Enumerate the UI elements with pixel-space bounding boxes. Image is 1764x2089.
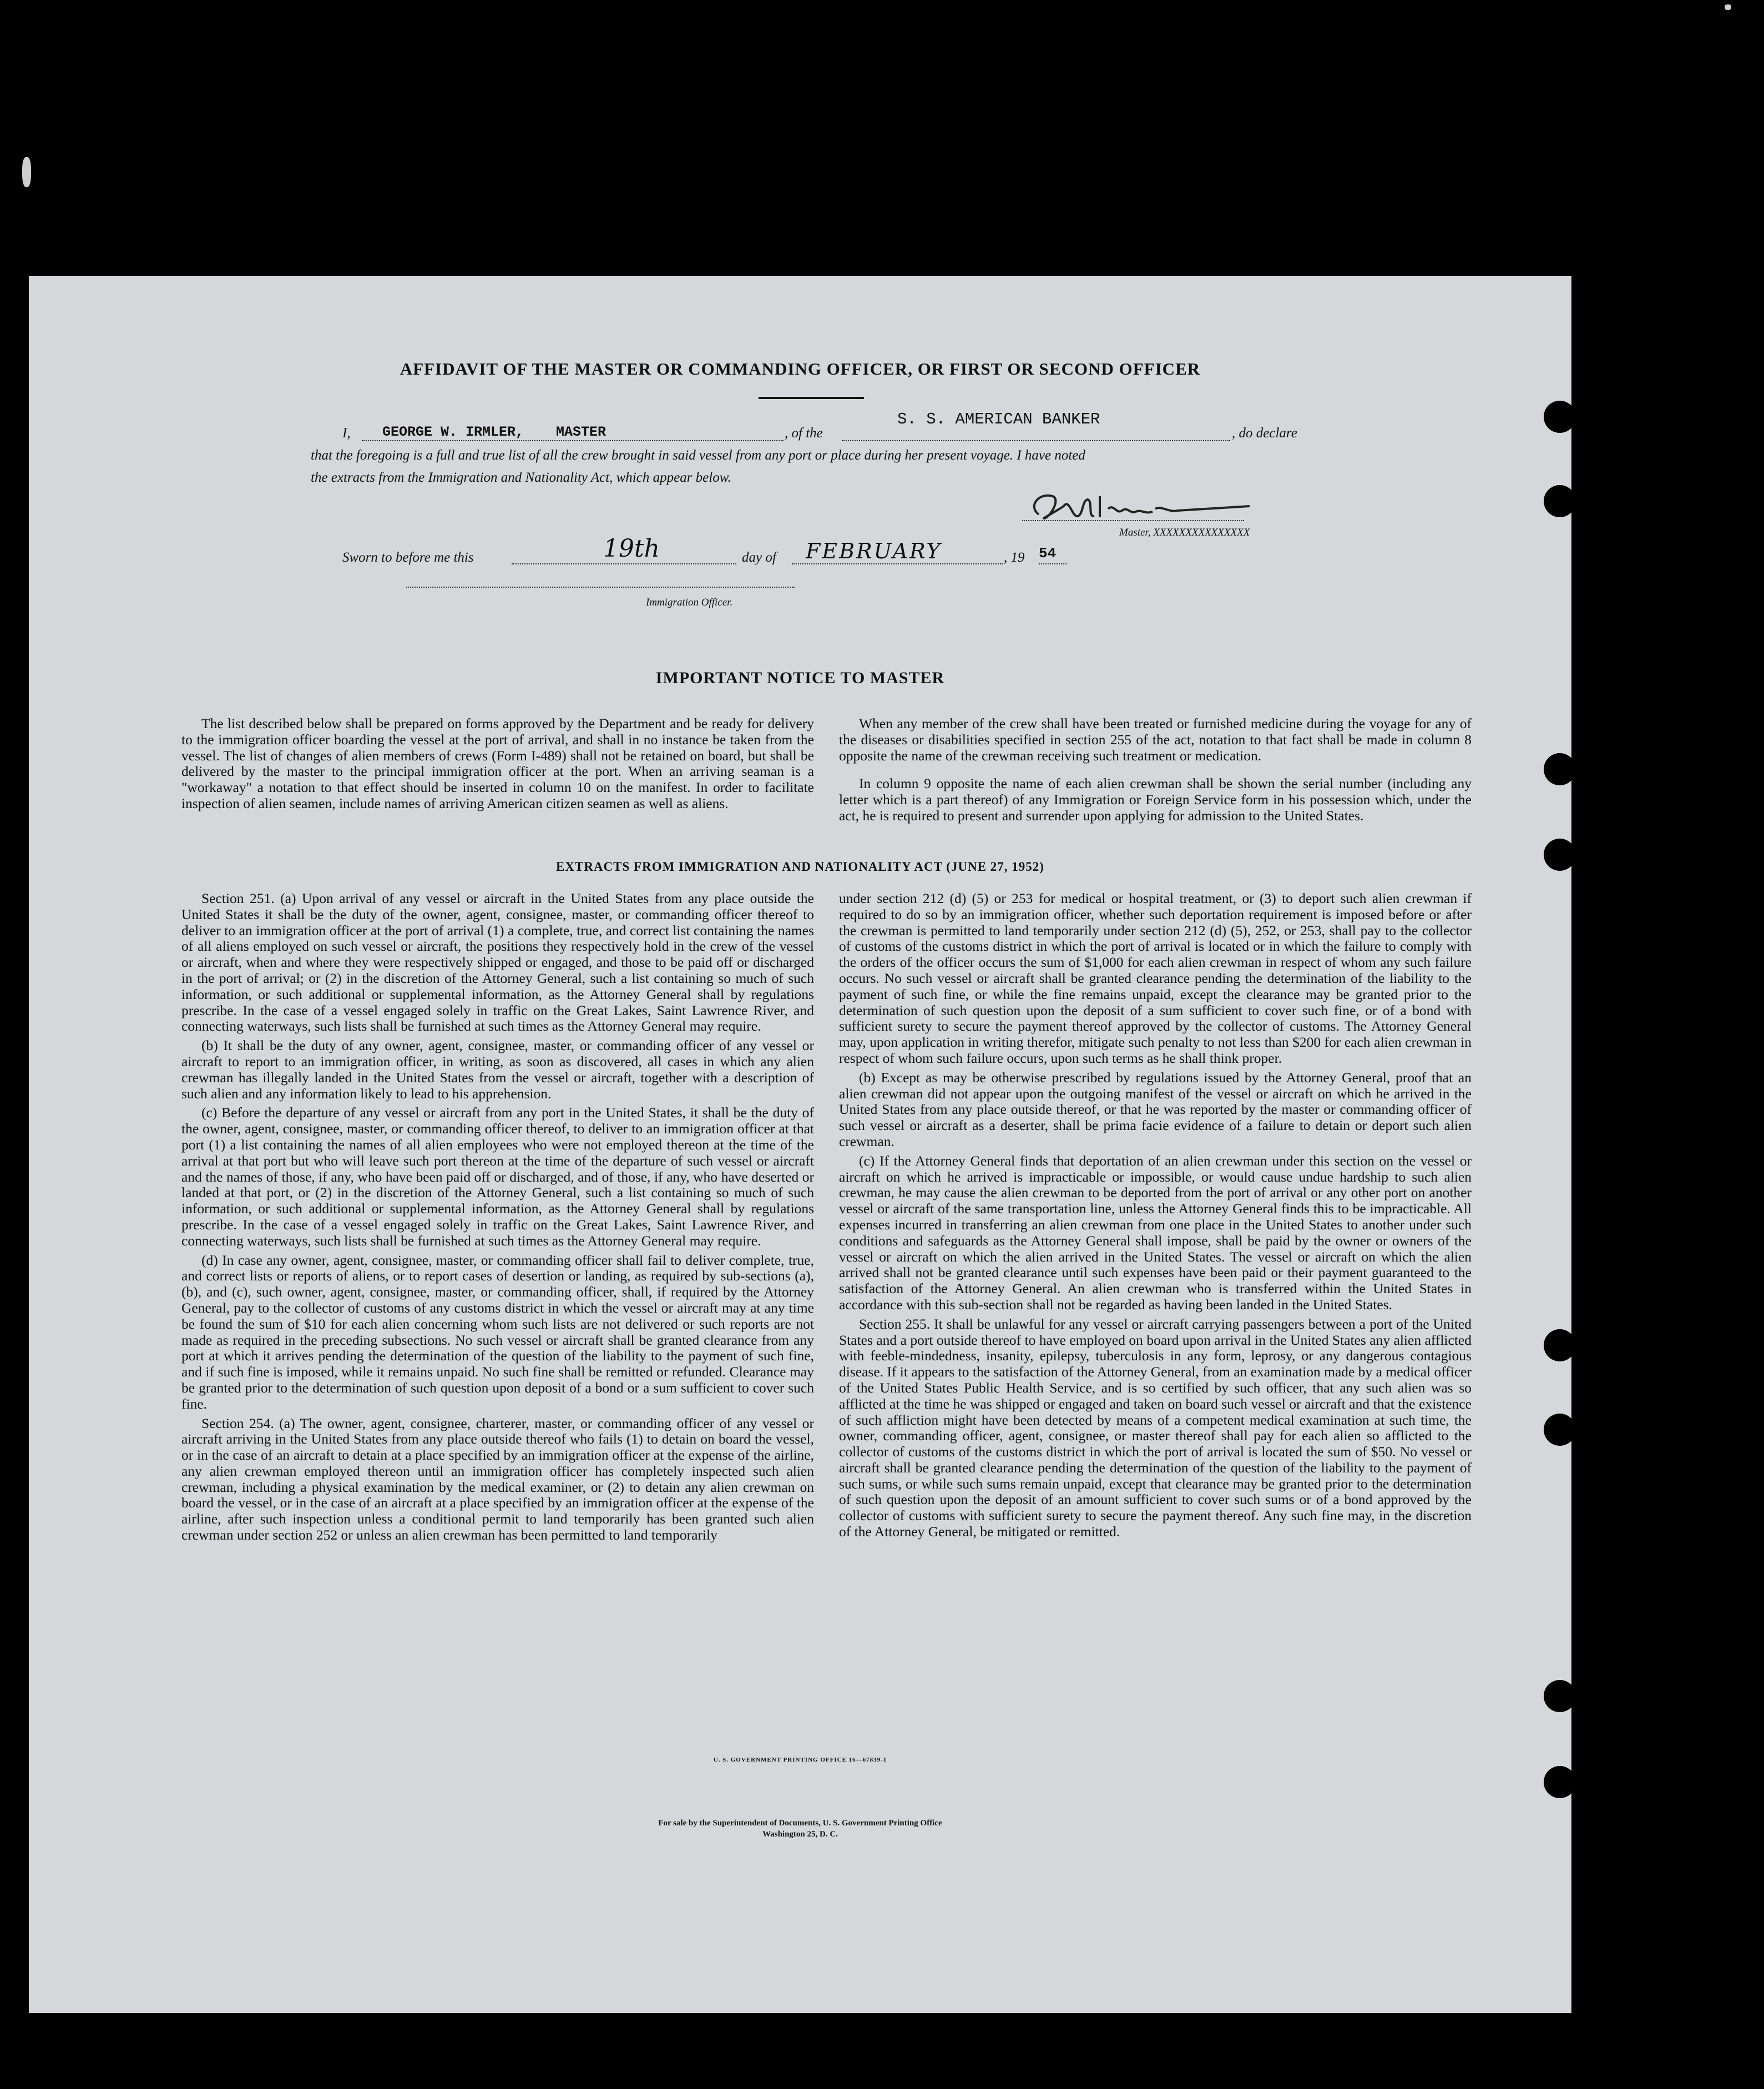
punch-hole [1544,1329,1576,1361]
name-fill-line [362,440,784,441]
punch-hole [1544,753,1576,785]
extract-paragraph: (c) Before the departure of any vessel or aircraft from any port in the United States, it shall be the duty of the owner, agent, consignee, master, or commanding officer thereof, to deliver to an immigration officer at that port (1) a list containing the names of all alien employees who were not employed thereon at the time of the arrival at that port but who will leave such port thereon at the time of the departure of such vessel or aircraft and the names of those, if any, who have been paid off or discharged, and of those, if any, who have deserted or landed at that port, or (2) in the discretion of the Attorney General, such a list containing so much of such information, or such additional or supplemental information, as the Attorney General shall by regulations prescribe. In the case of a vessel engaged solely in traffic on the Great Lakes, Saint Lawrence River, and connecting waterways, such lists shall be furnished at such times as the Attorney General may require. [181,1104,814,1249]
extracts-right-column [839,891,1472,1540]
punch-hole [1544,1414,1576,1446]
extract-paragraph: under section 212 (d) (5) or 253 for medical or hospital treatment, or (3) to deport such alien crewman if required to do so by an immigration officer, whether such deportation requirement is imposed before or after the crewman is permitted to land temporarily under section 212 (d) (5), 252, or 253, shall pay to the collector of customs of the customs district in which the port of arrival is located or in which the failure to comply with the orders of the officer occurs the sum of $1,000 for each alien crewman in respect of whom any such failure occurs. No such vessel or aircraft shall be granted clearance pending the determination of the liability to the payment of such fine, or while the fine remains unpaid, except the clearance may be granted prior to the determination of such question upon the deposit of a sum sufficient to cover such fine, or of a bond with sufficient surety to secure the payment thereof approved by the collector of customs. The Attorney General may, upon application in writing therefor, mitigate such penalty to not less than $200 for each alien crewman in respect of whom such failure occurs, upon such terms as he shall think proper. [839,890,1472,1066]
vessel-fill-line [842,440,1230,441]
do-declare-label: , do declare [1232,426,1297,441]
year-value: 54 [1039,545,1057,562]
notice-right-column [839,716,1472,824]
extract-paragraph: (c) If the Attorney General finds that deportation of an alien crewman under this section on the vessel or aircraft on which he arrived is impracticable or impossible, or would cause undue hardship to such alien crewman, he may cause the alien crewman to be deported from the port of arrival or any other port on another vessel or aircraft of the same transportation line, unless the Attorney General finds this to be impracticable. All expenses incurred in transferring an alien crewman from one place in the United States to another under such conditions and safeguards as the Attorney General shall impose, shall be paid by the owner or owners of the vessel or aircraft on which the alien arrived in the United States. The vessel or aircraft on which the alien arrived shall not be granted clearance until such expenses have been paid or their payment guaranteed to the satisfaction of the Attorney General. An alien crewman who is transferred within the United States in accordance with this sub-section shall not be regarded as having been landed in the United States. [839,1152,1472,1313]
punch-hole [1544,485,1576,517]
signature-line [1022,520,1244,521]
punch-hole [1544,1766,1576,1798]
extracts-title: EXTRACTS FROM IMMIGRATION AND NATIONALITY ACT (JUNE 27, 1952) [556,860,1044,874]
extract-paragraph: (d) In case any owner, agent, consignee, master, or commanding officer shall fail to deliver complete, true, and correct lists or reports of aliens, or to report cases of desertion or landing, as required by sub-sections (a), (b), and (c), such owner, agent, consignee, master, or commanding officer, shall, if required by the Attorney General, pay to the collector of customs of any customs district in which the vessel or aircraft may at any time be found the sum of $10 for each alien concerning whom such lists are not delivered or such reports are not made as required in the preceding subsections. No such vessel or aircraft shall be granted clearance from any port at which it arrives pending the determination of the question of the liability to the payment of such fine, and if such fine is imposed, while it remains unpaid. No such fine shall be remitted or refunded. Clearance may be granted prior to the determination of such question upon deposit of a bond or a sum sufficient to cover such fine. [181,1252,814,1412]
month-value: FEBRUARY [806,539,942,563]
day-fill-line [512,563,736,564]
year-fill-line [1039,563,1067,564]
day-of-label: day of [742,550,776,565]
scan-artifact-mark [22,157,31,187]
notice-left-paragraph: The list described below shall be prepared on forms approved by the Department and be ready for delivery to the immigration officer boarding the vessel at the port of arrival, and shall in no instance be taken from the vessel. The list of changes of alien members of crews (Form I-489) shall not be retained on board, but shall be delivered by the master to the principal immigration officer at the port. When an arriving seaman is a "workaway" a notation to that effect should be inserted in column 10 on the manifest. In order to facilitate inspection of alien seamen, include names of arriving American citizen seamen as well as aliens. [181,715,814,811]
punch-hole [1544,1680,1576,1712]
declaration-line-2: that the foregoing is a full and true list of all the crew brought in said vessel from any port or place during her present voyage. I have noted [311,448,1085,463]
signature-label: Master, XXXXXXXXXXXXXXX [1119,527,1250,538]
scan-artifact-mark [1725,4,1731,10]
extracts-left-column [181,891,814,1543]
extract-paragraph: Section 254. (a) The owner, agent, consignee, charterer, master, or commanding officer of any vessel or aircraft arriving in the United States from any place outside thereof who fails (1) to detain on board the vessel, or in the case of an aircraft to detain at a place specified by an immigration officer at the expense of the airline, any alien crewman employed thereon until an immigration officer has completely inspected such alien crewman, including a physical examination by the medical examiner, or (2) to detain any alien crewman on board the vessel, or in the case of an aircraft at a place specified by an immigration officer at the expense of the airline, after such inspection unless a conditional permit to land temporarily has been granted such alien crewman under section 252 or unless an alien crewman has been permitted to land temporarily [181,1415,814,1543]
month-fill-line [792,563,1003,564]
extract-paragraph: (b) It shall be the duty of any owner, agent, consignee, master, or commanding officer of any vessel or aircraft to report to an immigration officer, in writing, as soon as discovered, all cases in which any alien crewman has illegally landed in the United States from the vessel or aircraft, together with a description of such alien and any information likely to lead to his apprehension. [181,1037,814,1102]
extract-paragraph: Section 255. It shall be unlawful for any vessel or aircraft carrying passengers between a port of the United States and a port outside thereof to have employed on board upon arrival in the United States any alien afflicted with feeble-mindedness, insanity, epilepsy, tuberculosis in any form, leprosy, or any dangerous contagious disease. If it appears to the satisfaction of the Attorney General, from an examination made by a medical officer of the United States Public Health Service, and is so certified by such officer, that any such alien was so afflicted at the time he was shipped or engaged and taken on board such vessel or aircraft and that the existence of such affliction might have been detected by means of a competent medical examination at such time, the owner, commanding officer, agent, consignee, or master thereof shall pay for each alien so afflicted to the collector of customs of the customs district in which the port of arrival is located the sum of $50. No vessel or aircraft shall be granted clearance pending the determination of the question of the liability to the payment of such sums, or while such sums remain unpaid, except that clearance may be granted prior to the determination of such question upon the deposit of an amount sufficient to cover such sums or of a bond approved by the collector of customs with sufficient surety to secure the payment thereof. Any such fine may, in the discretion of the Attorney General, be mitigated or remitted. [839,1315,1472,1540]
master-rank: MASTER [556,424,606,440]
immigration-officer-label: Immigration Officer. [646,597,733,608]
notice-left-column [181,716,814,812]
immigration-officer-line [406,587,795,588]
declaration-line-3: the extracts from the Immigration and Nationality Act, which appear below. [311,470,731,485]
document-page [29,276,1571,2013]
sale-line-1: For sale by the Superintendent of Documents, U. S. Government Printing Office [658,1819,942,1828]
of-the-label: , of the [785,426,823,441]
punch-hole [1544,401,1576,433]
year-prefix: , 19 [1004,550,1025,565]
extract-paragraph: Section 251. (a) Upon arrival of any vessel or aircraft in the United States from any place outside the United States it shall be the duty of the owner, agent, consignee, master, or commanding officer thereof to deliver to an immigration officer at the port of arrival (1) a complete, true, and correct list containing the names of all aliens employed on such vessel or aircraft, the positions they respectively hold in the crew of the vessel or aircraft, when and where they were respectively shipped or engaged, and those to be paid off or discharged in the port of arrival; or (2) in the discretion of the Attorney General, such a list containing so much of such information, or such additional or supplemental information, as the Attorney General shall by regulations prescribe. In the case of a vessel engaged solely in traffic on the Great Lakes, Saint Lawrence River, and connecting waterways, such lists shall be furnished at such times as the Attorney General may require. [181,890,814,1035]
vessel-name: S. S. AMERICAN BANKER [897,410,1100,428]
notice-right-paragraph-2: In column 9 opposite the name of each alien crewman shall be shown the serial number (including any letter which is a part thereof) of any Immigration or Foreign Service form in his possession which, under the act, he is required to present and surrender upon applying for admission to the United States. [839,775,1472,824]
master-name: GEORGE W. IRMLER, [382,424,524,440]
sworn-prefix: Sworn to before me this [342,550,474,565]
title-rule [759,397,864,399]
affidavit-title: AFFIDAVIT OF THE MASTER OR COMMANDING OFFICER, OR FIRST OR SECOND OFFICER [400,359,1201,379]
notice-right-paragraph-1: When any member of the crew shall have been treated or furnished medicine during the voyage for any of the diseases or disabilities specified in section 255 of the act, notation to that fact shall be made in column 8 opposite the name of the crewman receiving such treatment or medication. [839,715,1472,764]
sale-line-2: Washington 25, D. C. [762,1830,838,1839]
gpo-imprint: U. S. GOVERNMENT PRINTING OFFICE 16—67839-1 [713,1757,887,1763]
notice-title: IMPORTANT NOTICE TO MASTER [655,669,945,687]
extract-paragraph: (b) Except as may be otherwise prescribed by regulations issued by the Attorney General, proof that an alien crewman did not appear upon the outgoing manifest of the vessel or aircraft on which he arrived in the United States from any place outside thereof, or that he was reported by the master or commanding officer of such vessel or aircraft as a deserter, shall be prima facie evidence of a failure to detain or deport such alien crewman. [839,1069,1472,1149]
day-value: 19th [603,534,660,563]
declaration-prefix: I, [342,426,351,441]
